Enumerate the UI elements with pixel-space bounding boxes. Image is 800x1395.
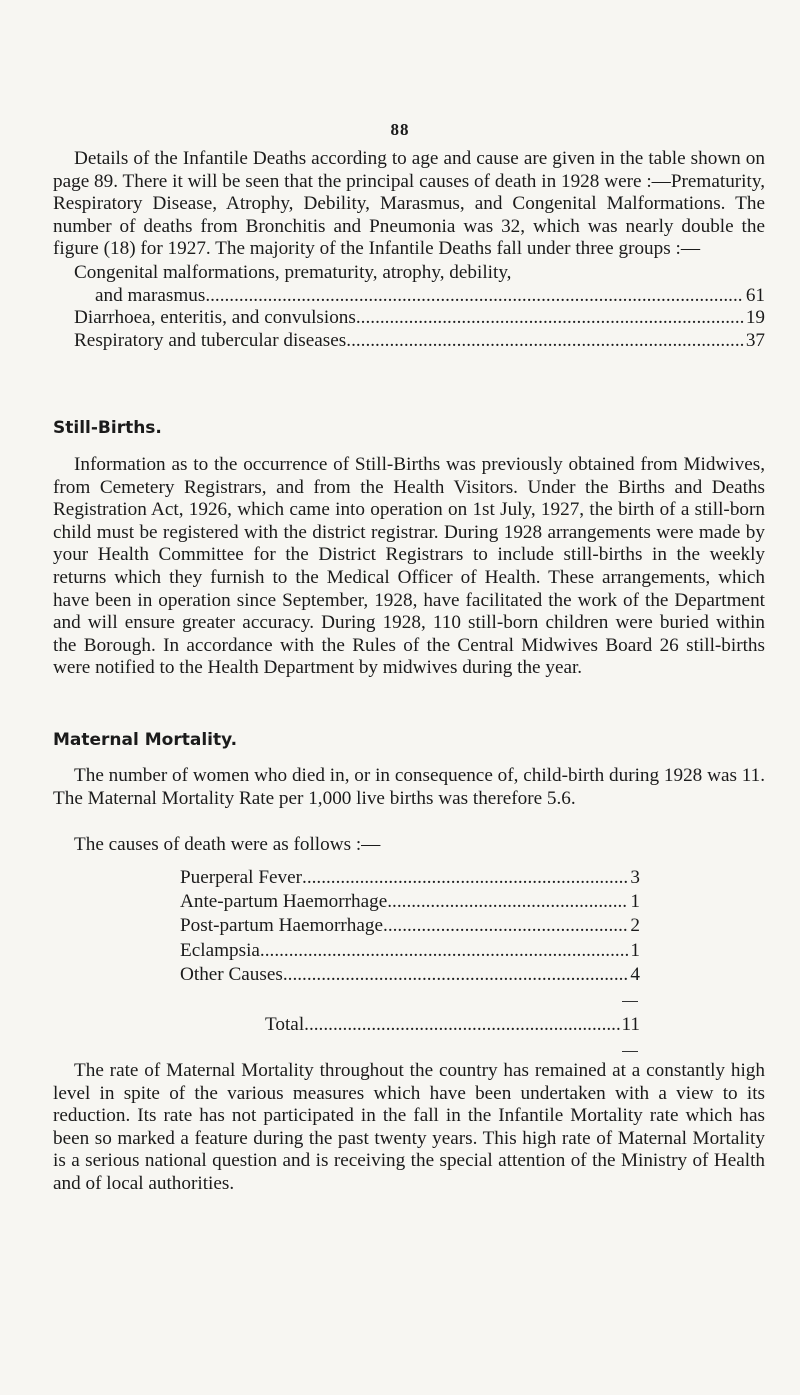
- list-item: [180, 963, 640, 987]
- page-number: 88: [390, 120, 410, 139]
- list-item-value: 2: [630, 915, 640, 937]
- list-item-label: Other Causes: [180, 963, 283, 985]
- list-item-label: Diarrhoea, enteritis, and convulsions: [74, 307, 356, 329]
- list-item-label-line: Congenital malformations, prematurity, atrophy, debility,: [74, 262, 512, 283]
- list-item-label: and marasmus: [95, 284, 206, 306]
- maternal-mortality-heading: Maternal Mortality.: [53, 730, 238, 750]
- list-item-label: Puerperal Fever: [180, 867, 303, 888]
- list-item: [180, 914, 640, 938]
- infant-groups-list: [74, 262, 765, 352]
- list-item: [180, 939, 640, 963]
- total-rule-top: [622, 1001, 638, 1002]
- intro-paragraph: Details of the Infantile Deaths according to age and cause are given in the table shown on page 89. There it will be seen that the principal causes of death in 1928 were :—Prematurity, Respiratory Disease, Atrophy, Debility, Marasmus, and Congenital Malformations. The number of deaths from Bronchitis and Pneumonia was 32, which was nearly double the figure (18) for 1927. The majority of the Infantile Deaths fall under three groups :—: [53, 148, 765, 260]
- list-item-value: 4: [630, 963, 640, 985]
- still-births-paragraph: Information as to the occurrence of Still-Births was previously obtained from Midwives, from Cemetery Registrars, and from the Health Visitors. Under the Births and Deaths Registration Act, 1926, which came into operation on 1st July, 1927, the birth of a still-born child must be registered with the district registrar. During 1928 arrangements were made by your Health Committee for the District Registrars to include still-births in the weekly returns which they furnish to the Medical Officer of Health. These arrangements, which have been in operation since September, 1928, have facilitated the work of the Department and will ensure greater accuracy. During 1928, 110 still-born children were buried within the Borough. In accordance with the Rules of the Central Midwives Board 26 still-births were notified to the Health Department by midwives during the year.: [53, 454, 765, 679]
- closing-paragraph: The rate of Maternal Mortality throughout the country has remained at a constantly high level in spite of the various measures which have been undertaken with a view to its reduction. Its rate has not participated in the fall in the Infantile Mortality rate which has been so marked a feature during the past twenty years. This high rate of Maternal Mortality is a serious national question and is receiving the special attention of the Ministry of Health and of local authorities.: [53, 1060, 765, 1194]
- causes-list: [180, 866, 640, 987]
- causes-intro: The causes of death were as follows :—: [74, 834, 381, 855]
- total-rule-bottom: [622, 1051, 638, 1052]
- list-item: [180, 866, 640, 890]
- list-item-label: Respiratory and tubercular diseases: [74, 329, 347, 351]
- list-item-value: 19: [745, 307, 765, 329]
- list-item-value: 37: [745, 329, 765, 351]
- total-label: Total: [265, 1014, 305, 1035]
- list-item: [180, 890, 640, 914]
- list-item-value: 1: [630, 939, 640, 961]
- list-item-value: 3: [630, 867, 640, 888]
- total-row: [265, 1013, 640, 1037]
- maternal-mortality-paragraph: The number of women who died in, or in consequence of, child-birth during 1928 was 11. The Maternal Mortality Rate per 1,000 live births was therefore 5.6.: [53, 765, 765, 809]
- list-item: [74, 307, 765, 330]
- list-item-label: Eclampsia: [180, 939, 260, 961]
- list-item: [74, 285, 765, 308]
- list-item: [74, 330, 765, 353]
- list-item-value: 61: [745, 284, 765, 306]
- list-item-label: Ante-partum Haemorrhage: [180, 891, 388, 913]
- still-births-heading: Still-Births.: [53, 418, 162, 438]
- list-item-label: Post-partum Haemorrhage: [180, 915, 384, 937]
- total-value: 11: [621, 1014, 640, 1035]
- list-item-value: 1: [630, 891, 640, 913]
